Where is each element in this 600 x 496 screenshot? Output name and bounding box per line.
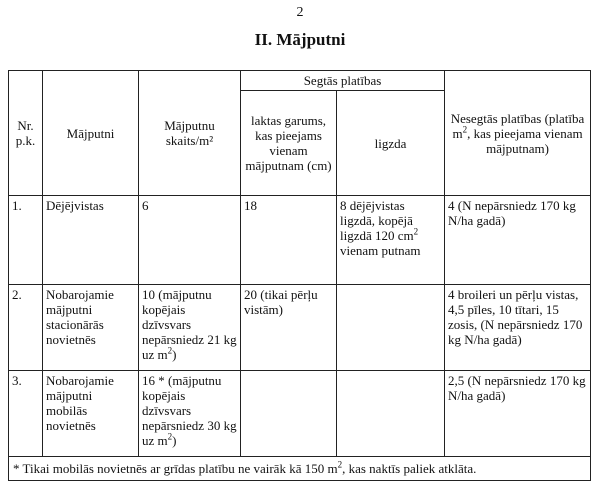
row-outdoor: 4 (N nepārsniedz 170 kg N/ha gadā) bbox=[445, 196, 591, 285]
row-name: Dējējvistas bbox=[43, 196, 139, 285]
row-nest bbox=[337, 371, 445, 457]
row-density-sup: 2 bbox=[167, 431, 173, 442]
row-nest-sup: 2 bbox=[413, 226, 419, 237]
header-nr: Nr. p.k. bbox=[9, 71, 43, 196]
row-nr: 3. bbox=[9, 371, 43, 457]
header-nesegtas bbox=[445, 71, 591, 196]
poultry-table bbox=[8, 70, 591, 481]
row-density-sup: 2 bbox=[167, 345, 173, 356]
row-perch: 18 bbox=[241, 196, 337, 285]
row-density-text-end: ) bbox=[172, 347, 177, 362]
header-ligzda: ligzda bbox=[337, 91, 445, 196]
header-nesegtas-sup: 2 bbox=[462, 124, 468, 135]
row-nest bbox=[337, 196, 445, 285]
header-majputni: Mājputni bbox=[43, 71, 139, 196]
row-outdoor: 2,5 (N nepārsniedz 170 kg N/ha gadā) bbox=[445, 371, 591, 457]
row-density-text-end: ) bbox=[172, 433, 177, 448]
row-density bbox=[139, 196, 241, 285]
row-nr: 2. bbox=[9, 285, 43, 371]
footnote-text-end: , kas naktīs paliek atklāta. bbox=[342, 461, 477, 476]
row-density bbox=[139, 371, 241, 457]
row-density-text: 16 * (mājputnu kopējais dzīvsvars nepārsniedz 30 kg uz m bbox=[142, 373, 237, 448]
row-nest bbox=[337, 285, 445, 371]
header-segtas: Segtās platības bbox=[241, 71, 445, 91]
row-name: Nobarojamie mājputni stacionārās novietnēs bbox=[43, 285, 139, 371]
page-number: 2 bbox=[296, 5, 304, 20]
table-row bbox=[9, 196, 591, 285]
row-nr: 1. bbox=[9, 196, 43, 285]
footnote bbox=[9, 457, 591, 481]
row-density bbox=[139, 285, 241, 371]
row-outdoor: 4 broileri un pērļu vistas, 4,5 pīles, 10 tītari, 15 zosis, (N nepārsniedz 170 kg N/ha gadā) bbox=[445, 285, 591, 371]
header-nesegtas-text-end: , kas pieejama vienam mājputnam) bbox=[467, 125, 583, 156]
row-perch: 20 (tikai pērļu vistām) bbox=[241, 285, 337, 371]
footnote-row bbox=[9, 457, 591, 481]
row-nest-text: 8 dējējvistas ligzdā, kopējā ligzdā 120 cm bbox=[340, 198, 414, 243]
row-density-text: 10 (mājputnu kopējais dzīvsvars nepārsniedz 21 kg uz m bbox=[142, 287, 237, 362]
table-row bbox=[9, 285, 591, 371]
table-row bbox=[9, 371, 591, 457]
header-laktas: laktas garums, kas pieejams vienam mājputnam (cm) bbox=[241, 91, 337, 196]
header-row-1 bbox=[9, 71, 591, 91]
footnote-sup: 2 bbox=[337, 459, 343, 470]
row-perch bbox=[241, 371, 337, 457]
section-title: II. Mājputni bbox=[254, 30, 346, 49]
row-name: Nobarojamie mājputni mobilās novietnēs bbox=[43, 371, 139, 457]
header-skaits: Mājputnu skaits/m² bbox=[139, 71, 241, 196]
footnote-text: * Tikai mobilās novietnēs ar grīdas platību ne vairāk kā 150 m bbox=[13, 461, 338, 476]
row-nest-text-end: vienam putnam bbox=[340, 243, 421, 258]
row-density-text: 6 bbox=[142, 198, 149, 213]
header-nesegtas-text: Nesegtās platības (platība m bbox=[450, 110, 585, 141]
